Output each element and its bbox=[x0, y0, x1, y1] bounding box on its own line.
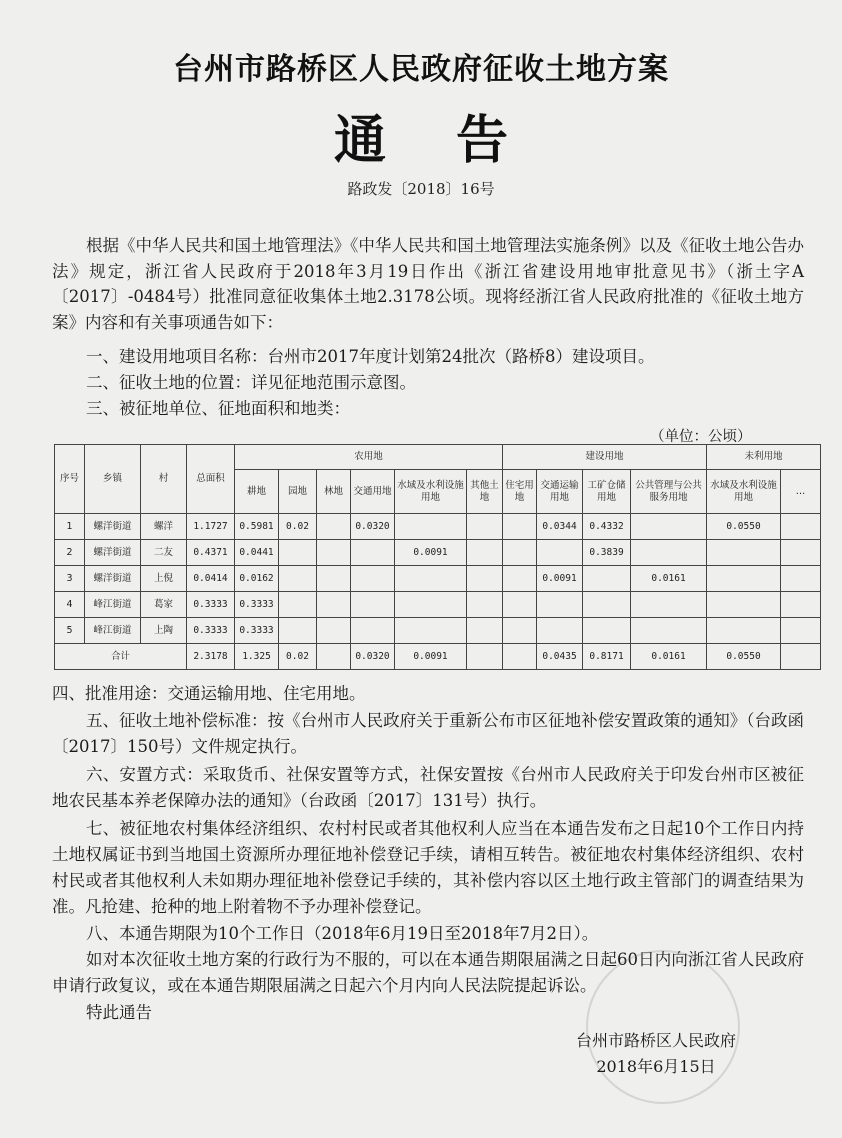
total-cell bbox=[467, 644, 503, 670]
table-cell-forest bbox=[317, 566, 351, 592]
table-cell-resid bbox=[503, 540, 537, 566]
item-two: 二、征收土地的位置：详见征地范围示意图。 bbox=[86, 373, 416, 392]
table-cell-mining bbox=[583, 618, 631, 644]
total-cell: 1.325 bbox=[235, 644, 279, 670]
table-cell-village: 上倪 bbox=[141, 566, 187, 592]
table-cell-traffic-b: 0.0344 bbox=[537, 514, 583, 540]
section-five: 五、征收土地补偿标准：按《台州市人民政府关于重新公布市区征地补偿安置政策的通知》（台政函〔2017〕150号）文件规定执行。 bbox=[52, 711, 804, 756]
table-cell-more bbox=[781, 566, 821, 592]
table-cell-total: 0.0414 bbox=[187, 566, 235, 592]
document-subtitle: 通告 bbox=[333, 111, 578, 171]
section-eight: 八、本通告期限为10个工作日（2018年6月19日至2018年7月2日）。 bbox=[86, 924, 599, 943]
total-cell: 0.02 bbox=[279, 644, 317, 670]
table-cell-garden bbox=[279, 618, 317, 644]
table-cell-other-ag bbox=[467, 566, 503, 592]
table-cell-water-ag: 0.0091 bbox=[395, 540, 467, 566]
table-row bbox=[55, 618, 821, 644]
total-cell: 0.0091 bbox=[395, 644, 467, 670]
table-cell-arable: 0.3333 bbox=[235, 592, 279, 618]
table-cell-resid bbox=[503, 566, 537, 592]
intro-paragraph: 根据《中华人民共和国土地管理法》《中华人民共和国土地管理法实施条例》以及《征收土地公告办法》规定，浙江省人民政府于2018年3月19日作出《浙江省建设用地审批意见书》（浙土字A〔2017〕-0484号）批准同意征收集体土地2.3178公顷。现将经浙江省人民政府批准的《征收土地方案》内容和有关事项通告如下： bbox=[52, 236, 804, 332]
table-cell-water-u bbox=[707, 618, 781, 644]
header-garden: 园地 bbox=[279, 470, 317, 514]
table-cell-garden bbox=[279, 540, 317, 566]
section-four: 四、批准用途：交通运输用地、住宅用地。 bbox=[52, 684, 366, 703]
table-cell-mining: 0.4332 bbox=[583, 514, 631, 540]
table-cell-arable: 0.3333 bbox=[235, 618, 279, 644]
table-cell-seq: 4 bbox=[55, 592, 85, 618]
table-cell-mining: 0.3839 bbox=[583, 540, 631, 566]
table-cell-public bbox=[631, 592, 707, 618]
table-cell-forest bbox=[317, 540, 351, 566]
total-cell: 0.0161 bbox=[631, 644, 707, 670]
table-cell-water-u: 0.0550 bbox=[707, 514, 781, 540]
total-cell: 0.0435 bbox=[537, 644, 583, 670]
header-town: 乡镇 bbox=[85, 445, 141, 514]
official-seal bbox=[586, 950, 740, 1104]
total-cell bbox=[781, 644, 821, 670]
table-cell-traffic-b: 0.0091 bbox=[537, 566, 583, 592]
header-agricultural: 农用地 bbox=[235, 445, 503, 470]
table-cell-seq: 2 bbox=[55, 540, 85, 566]
table-cell-traffic-ag bbox=[351, 618, 395, 644]
header-mining: 工矿仓储用地 bbox=[583, 470, 631, 514]
table-cell-water-ag bbox=[395, 618, 467, 644]
table-cell-traffic-ag bbox=[351, 566, 395, 592]
table-cell-seq: 1 bbox=[55, 514, 85, 540]
table-row bbox=[55, 566, 821, 592]
total-label: 合计 bbox=[55, 644, 187, 670]
table-cell-total: 1.1727 bbox=[187, 514, 235, 540]
header-total: 总面积 bbox=[187, 445, 235, 514]
table-cell-total: 0.3333 bbox=[187, 592, 235, 618]
table-cell-water-u bbox=[707, 566, 781, 592]
table-cell-water-ag bbox=[395, 566, 467, 592]
table-cell-total: 0.4371 bbox=[187, 540, 235, 566]
total-cell bbox=[503, 644, 537, 670]
total-cell bbox=[317, 644, 351, 670]
signature-org: 台州市路桥区人民政府 bbox=[575, 1031, 736, 1050]
header-other-ag: 其他土地 bbox=[467, 470, 503, 514]
table-cell-garden bbox=[279, 592, 317, 618]
table-cell-traffic-ag bbox=[351, 592, 395, 618]
section-seven: 七、被征地农村集体经济组织、农村村民或者其他权利人应当在本通告发布之日起10个工作日内持土地权属证书到当地国土资源所办理征地补偿登记手续，请相互转告。被征地农村集体经济组织、农村村民或者其他权利人未如期办理征地补偿登记手续的，其补偿内容以区土地行政主管部门的调查结果为准。凡抢建、抢种的地上附着物不予办理补偿登记。 bbox=[52, 819, 804, 916]
table-cell-arable: 0.5981 bbox=[235, 514, 279, 540]
table-cell-other-ag bbox=[467, 514, 503, 540]
table-row bbox=[55, 514, 821, 540]
table-cell-town: 峰江街道 bbox=[85, 592, 141, 618]
table-cell-more bbox=[781, 540, 821, 566]
header-unused: 未利用地 bbox=[707, 445, 821, 470]
table-cell-other-ag bbox=[467, 618, 503, 644]
signature-date: 2018年6月15日 bbox=[596, 1057, 716, 1076]
table-cell-town: 螺洋街道 bbox=[85, 566, 141, 592]
total-cell: 0.8171 bbox=[583, 644, 631, 670]
unit-label: （单位：公顷） bbox=[650, 429, 752, 445]
closing-notice: 特此通告 bbox=[86, 1003, 152, 1022]
header-construction: 建设用地 bbox=[503, 445, 707, 470]
appeal-paragraph: 如对本次征收土地方案的行政行为不服的，可以在本通告期限届满之日起60日内向浙江省人民政府申请行政复议，或在本通告期限届满之日起六个月内向人民法院提起诉讼。 bbox=[52, 950, 804, 995]
table-cell-town: 螺洋街道 bbox=[85, 514, 141, 540]
table-cell-traffic-b bbox=[537, 592, 583, 618]
table-cell-town: 峰江街道 bbox=[85, 618, 141, 644]
table-cell-traffic-b bbox=[537, 618, 583, 644]
total-cell: 0.0320 bbox=[351, 644, 395, 670]
header-village: 村 bbox=[141, 445, 187, 514]
table-cell-resid bbox=[503, 618, 537, 644]
document-title: 台州市路桥区人民政府征收土地方案 bbox=[173, 52, 669, 87]
table-cell-water-u bbox=[707, 592, 781, 618]
table-row bbox=[55, 540, 821, 566]
land-table bbox=[54, 444, 821, 670]
table-total-row bbox=[55, 644, 821, 670]
item-one: 一、建设用地项目名称：台州市2017年度计划第24批次（路桥8）建设项目。 bbox=[86, 347, 655, 366]
table-cell-mining bbox=[583, 566, 631, 592]
header-forest: 林地 bbox=[317, 470, 351, 514]
table-cell-other-ag bbox=[467, 592, 503, 618]
table-cell-forest bbox=[317, 618, 351, 644]
table-cell-garden bbox=[279, 566, 317, 592]
table-cell-town: 螺洋街道 bbox=[85, 540, 141, 566]
table-cell-forest bbox=[317, 514, 351, 540]
table-cell-water-ag bbox=[395, 514, 467, 540]
table-cell-public: 0.0161 bbox=[631, 566, 707, 592]
table-row bbox=[55, 592, 821, 618]
header-traffic-build: 交通运输用地 bbox=[537, 470, 583, 514]
table-cell-traffic-ag bbox=[351, 540, 395, 566]
table-cell-total: 0.3333 bbox=[187, 618, 235, 644]
total-cell: 2.3178 bbox=[187, 644, 235, 670]
item-three: 三、被征地单位、征地面积和地类： bbox=[86, 399, 350, 418]
table-cell-forest bbox=[317, 592, 351, 618]
table-cell-more bbox=[781, 514, 821, 540]
header-seq: 序号 bbox=[55, 445, 85, 514]
table-cell-public bbox=[631, 514, 707, 540]
header-water-unused: 水域及水利设施用地 bbox=[707, 470, 781, 514]
section-six: 六、安置方式：采取货币、社保安置等方式，社保安置按《台州市人民政府关于印发台州市区被征地农民基本养老保障办法的通知》（台政函〔2017〕131号）执行。 bbox=[52, 765, 804, 810]
table-cell-traffic-ag: 0.0320 bbox=[351, 514, 395, 540]
table-cell-traffic-b bbox=[537, 540, 583, 566]
table-cell-other-ag bbox=[467, 540, 503, 566]
total-cell: 0.0550 bbox=[707, 644, 781, 670]
header-public: 公共管理与公共服务用地 bbox=[631, 470, 707, 514]
header-arable: 耕地 bbox=[235, 470, 279, 514]
header-water-ag: 水域及水利设施用地 bbox=[395, 470, 467, 514]
header-traffic-ag: 交通用地 bbox=[351, 470, 395, 514]
table-cell-water-ag bbox=[395, 592, 467, 618]
table-cell-village: 葛家 bbox=[141, 592, 187, 618]
table-cell-village: 上陶 bbox=[141, 618, 187, 644]
table-cell-resid bbox=[503, 592, 537, 618]
signature-block bbox=[566, 1028, 746, 1080]
header-residential: 住宅用地 bbox=[503, 470, 537, 514]
table-cell-mining bbox=[583, 592, 631, 618]
table-cell-seq: 5 bbox=[55, 618, 85, 644]
header-more: … bbox=[781, 470, 821, 514]
table-cell-seq: 3 bbox=[55, 566, 85, 592]
document-number: 路政发〔2018〕16号 bbox=[347, 180, 495, 198]
table-cell-village: 二友 bbox=[141, 540, 187, 566]
table-cell-village: 螺洋 bbox=[141, 514, 187, 540]
table-cell-water-u bbox=[707, 540, 781, 566]
table-cell-more bbox=[781, 618, 821, 644]
table-cell-arable: 0.0162 bbox=[235, 566, 279, 592]
table-cell-resid bbox=[503, 514, 537, 540]
table-cell-garden: 0.02 bbox=[279, 514, 317, 540]
table-cell-arable: 0.0441 bbox=[235, 540, 279, 566]
table-cell-public bbox=[631, 618, 707, 644]
table-cell-public bbox=[631, 540, 707, 566]
table-cell-more bbox=[781, 592, 821, 618]
